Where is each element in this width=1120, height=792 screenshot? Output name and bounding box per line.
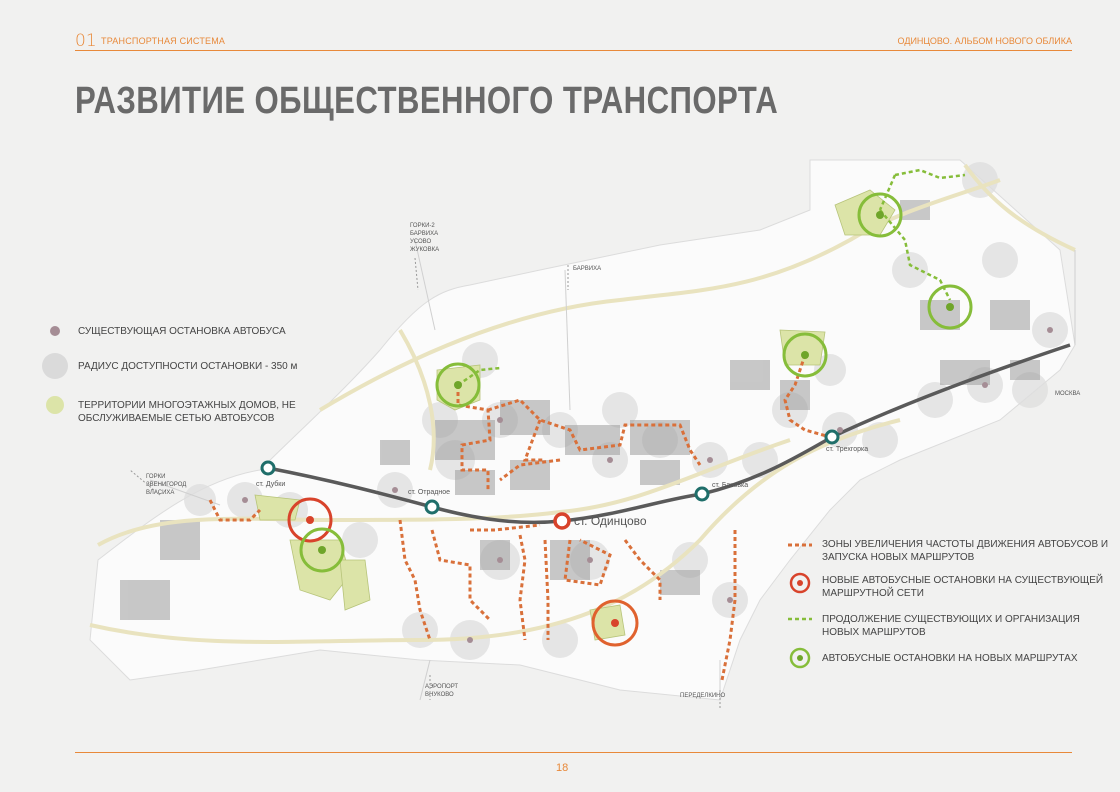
direction-barvikha: БАРВИХА — [573, 266, 602, 272]
station-label-bakovka: ст. Баковка — [712, 482, 749, 489]
existing-stop-icon — [50, 326, 60, 336]
direction-vnukovo-line1: АЭРОПОРТ — [425, 684, 459, 690]
footer-rule — [75, 752, 1072, 753]
direction-gorki2-line4: ЖУКОВКА — [410, 247, 440, 253]
legend-radius: РАДИУС ДОСТУПНОСТИ ОСТАНОВКИ - 350 м — [78, 361, 298, 372]
station-label-dubki: ст. Дубки — [256, 481, 286, 488]
direction-moskva: МОСКВА — [1055, 391, 1081, 397]
radius-icon — [42, 353, 68, 379]
direction-gorki2-line1: ГОРКИ-2 — [410, 223, 435, 229]
direction-gorki2-line3: УСОВО — [410, 239, 432, 245]
legend-orange-routes: ЗОНЫ УВЕЛИЧЕНИЯ ЧАСТОТЫ ДВИЖЕНИЯ АВТОБУСОВ И ЗАПУСКА НОВЫХ МАРШРУТОВ — [822, 539, 1109, 563]
station-label-otradnoe: ст. Отрадное — [408, 489, 450, 496]
direction-gorki-zven-line1: ГОРКИ — [146, 474, 166, 480]
direction-gorki2-line2: БАРВИХА — [410, 231, 439, 237]
legend-existing-stop: СУЩЕСТВУЮЩАЯ ОСТАНОВКА АВТОБУСА — [78, 326, 286, 337]
album-title: ОДИНЦОВО. АЛЬБОМ НОВОГО ОБЛИКА — [897, 36, 1072, 46]
page-number: 18 — [556, 762, 569, 774]
legend-green-routes: ПРОДОЛЖЕНИЕ СУЩЕСТВУЮЩИХ И ОРГАНИЗАЦИЯ НОВЫХ МАРШРУТОВ — [822, 614, 1080, 638]
section-title: ТРАНСПОРТНАЯ СИСТЕМА — [101, 36, 226, 46]
legend-green-stops: АВТОБУСНЫЕ ОСТАНОВКИ НА НОВЫХ МАРШРУТАХ — [822, 653, 1078, 664]
station-label-odintsovo: ст. Одинцово — [574, 514, 647, 528]
legend-left-icons — [42, 326, 68, 414]
direction-gorki-zven-line2: ЗВЕНИГОРОД — [146, 482, 187, 488]
station-label-trekhgorka: ст. Трехгорка — [826, 446, 869, 453]
direction-gorki-zven-line3: ВЛАСИХА — [146, 490, 175, 496]
direction-peredelkino: ПЕРЕДЕЛКИНО — [680, 693, 726, 699]
page-title: РАЗВИТИЕ ОБЩЕСТВЕННОГО ТРАНСПОРТА — [75, 80, 779, 122]
legend-right-icons — [788, 545, 812, 667]
territory-icon — [46, 396, 64, 414]
section-number: 01 — [75, 31, 97, 51]
legend-territory: ТЕРРИТОРИИ МНОГОЭТАЖНЫХ ДОМОВ, НЕ ОБСЛУЖИВАЕМЫЕ СЕТЬЮ АВТОБУСОВ — [78, 400, 296, 424]
direction-vnukovo-line2: ВНУКОВО — [425, 692, 454, 698]
legend-red-stops: НОВЫЕ АВТОБУСНЫЕ ОСТАНОВКИ НА СУЩЕСТВУЮЩЕЙ МАРШРУТНОЙ СЕТИ — [822, 575, 1104, 599]
